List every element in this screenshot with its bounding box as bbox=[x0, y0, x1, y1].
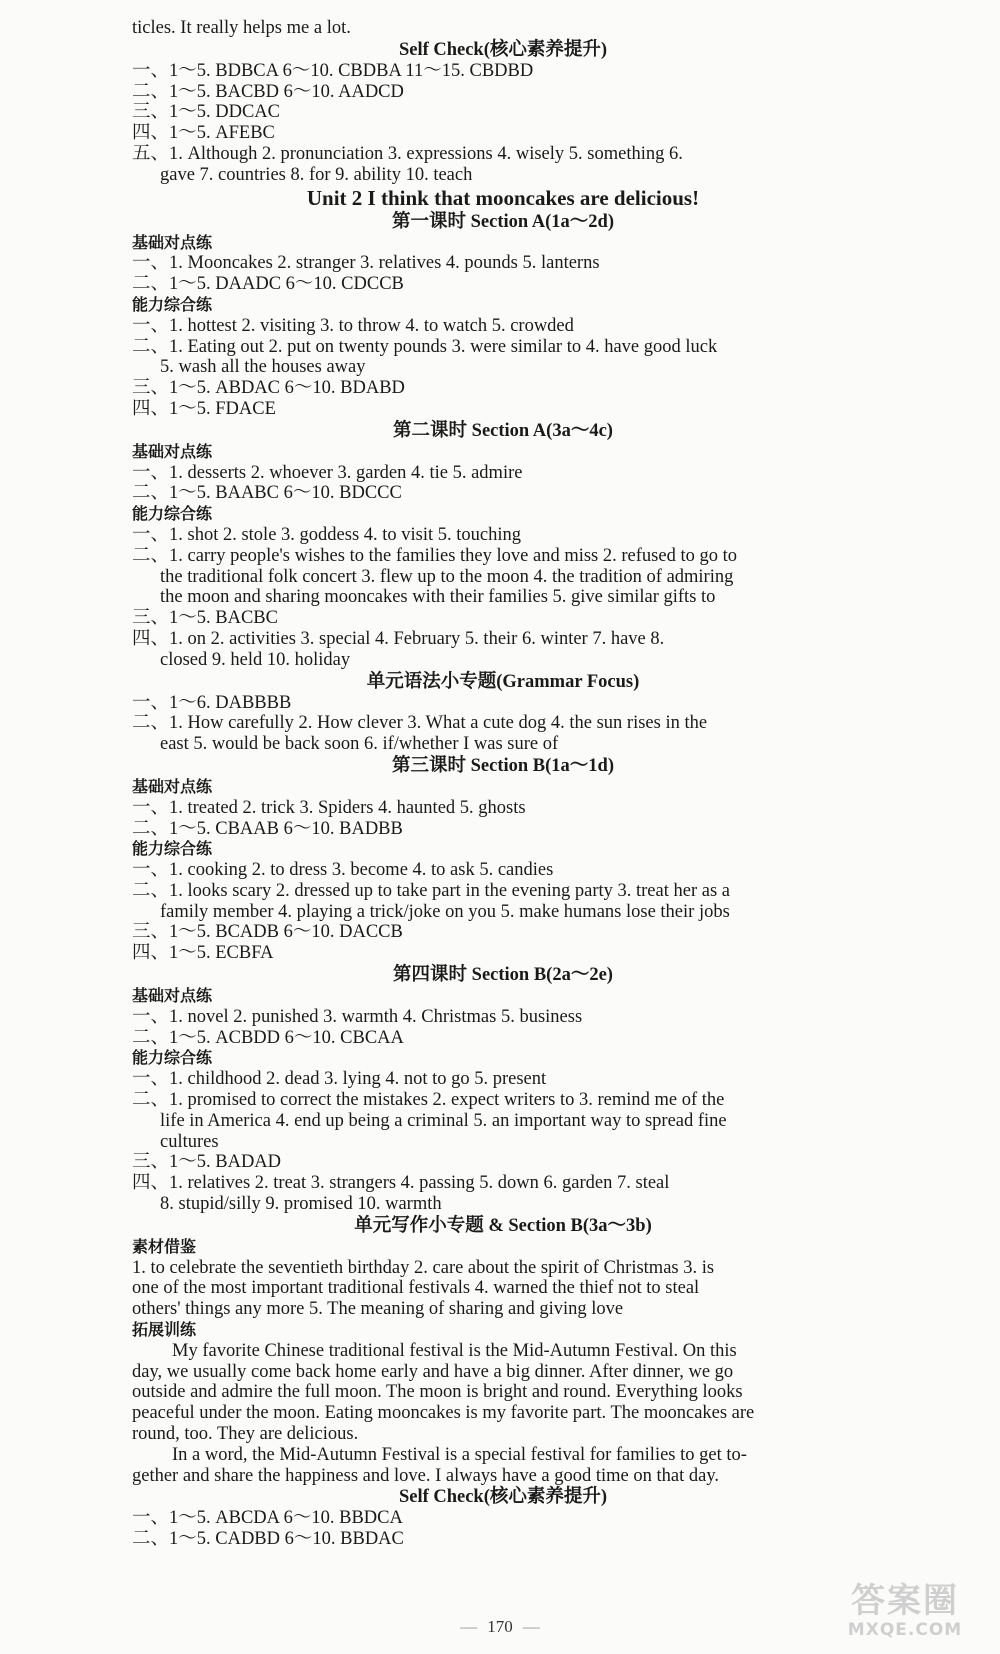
answer-line: 三、1～5. DDCAC bbox=[132, 102, 281, 123]
answer-line-continued: life in America 4. end up being a criminal 5. an important way to spread fine bbox=[160, 1110, 727, 1131]
essay-paragraph-start: My favorite Chinese traditional festival is the Mid-Autumn Festival. On this bbox=[172, 1340, 737, 1361]
subsection-label: 能力综合练 bbox=[132, 294, 213, 314]
answer-line: 四、1. relatives 2. treat 3. strangers 4. passing 5. down 6. garden 7. steal bbox=[132, 1173, 670, 1194]
answer-line: ticles. It really helps me a lot. bbox=[132, 18, 351, 38]
answer-line: 四、1. on 2. activities 3. special 4. February 5. their 6. winter 7. have 8. bbox=[132, 628, 665, 649]
watermark-top: 答案圈 bbox=[851, 1581, 959, 1621]
answer-line-continued: east 5. would be back soon 6. if/whether I was sure of bbox=[160, 734, 559, 755]
answer-line: one of the most important traditional festivals 4. warned the thief not to steal bbox=[132, 1278, 700, 1299]
subsection-label: 基础对点练 bbox=[132, 776, 213, 796]
section-heading: 第一课时 Section A(1a～2d) bbox=[391, 211, 614, 232]
subsection-label: 基础对点练 bbox=[132, 986, 213, 1006]
section-heading: 第二课时 Section A(3a～4c) bbox=[393, 420, 613, 441]
subsection-label: 拓展训练 bbox=[132, 1320, 197, 1340]
answer-line: 二、1～5. BAABC 6～10. BDCCC bbox=[132, 483, 402, 504]
subsection-label: 基础对点练 bbox=[132, 232, 213, 252]
essay-paragraph-start: In a word, the Mid-Autumn Festival is a special festival for families to get to- bbox=[172, 1444, 747, 1465]
answer-line: 一、1. cooking 2. to dress 3. become 4. to ask 5. candies bbox=[132, 860, 554, 881]
answer-line: 一、1～5. BDBCA 6～10. CBDBA 11～15. CBDBD bbox=[132, 60, 534, 81]
answer-line: 二、1. carry people's wishes to the families they love and miss 2. refused to go to bbox=[132, 545, 737, 566]
answer-line: 二、1～5. ACBDD 6～10. CBCAA bbox=[132, 1027, 404, 1048]
answer-line: 二、1～5. CADBD 6～10. BBDAC bbox=[132, 1529, 404, 1550]
answer-line: 二、1. promised to correct the mistakes 2. expect writers to 3. remind me of the bbox=[132, 1090, 725, 1111]
answer-line: 四、1～5. FDACE bbox=[132, 398, 276, 419]
answer-line: 二、1. looks scary 2. dressed up to take part in the evening party 3. treat her as a bbox=[132, 880, 730, 901]
answer-line-continued: 8. stupid/silly 9. promised 10. warmth bbox=[160, 1194, 442, 1215]
answer-line: 五、1. Although 2. pronunciation 3. expressions 4. wisely 5. something 6. bbox=[132, 143, 683, 164]
answer-line: 一、1. desserts 2. whoever 3. garden 4. tie 5. admire bbox=[132, 462, 523, 483]
answer-line: 一、1. Mooncakes 2. stranger 3. relatives 4. pounds 5. lanterns bbox=[132, 253, 600, 274]
answer-line: 四、1～5. ECBFA bbox=[132, 943, 274, 964]
answer-line: 一、1. hottest 2. visiting 3. to throw 4. to watch 5. crowded bbox=[132, 315, 574, 336]
answer-line-continued: the traditional folk concert 3. flew up to the moon 4. the tradition of admiring bbox=[160, 566, 734, 587]
answer-line: round, too. They are delicious. bbox=[132, 1424, 359, 1445]
section-heading: 单元写作小专题 & Section B(3a～3b) bbox=[354, 1215, 652, 1236]
subsection-label: 素材借鉴 bbox=[132, 1236, 197, 1256]
answer-line: 1. to celebrate the seventieth birthday 2. care about the spirit of Christmas 3. is bbox=[132, 1257, 715, 1278]
answer-line: 三、1～5. BCADB 6～10. DACCB bbox=[132, 922, 403, 943]
answer-line: outside and admire the full moon. The moon is bright and round. Everything looks bbox=[132, 1382, 743, 1403]
section-heading: 单元语法小专题(Grammar Focus) bbox=[366, 671, 640, 692]
answer-line-continued: 5. wash all the houses away bbox=[160, 357, 366, 378]
answer-line: 一、1. childhood 2. dead 3. lying 4. not to go 5. present bbox=[132, 1069, 547, 1090]
answer-line: 一、1. treated 2. trick 3. Spiders 4. haunted 5. ghosts bbox=[132, 797, 526, 818]
subsection-label: 基础对点练 bbox=[132, 441, 213, 461]
answer-line: 二、1. How carefully 2. How clever 3. What a cute dog 4. the sun rises in the bbox=[132, 713, 708, 734]
answer-line: others' things any more 5. The meaning of sharing and giving love bbox=[132, 1299, 624, 1320]
answer-line: 一、1～6. DABBBB bbox=[132, 692, 292, 713]
page-number: 170 bbox=[487, 1617, 513, 1636]
section-heading: Self Check(核心素养提升) bbox=[398, 39, 608, 60]
watermark-bottom: MXQE.COM bbox=[847, 1620, 963, 1640]
answer-line: 四、1～5. AFEBC bbox=[132, 123, 275, 144]
answer-line: 一、1～5. ABCDA 6～10. BBDCA bbox=[132, 1508, 403, 1529]
answer-line: 一、1. shot 2. stole 3. goddess 4. to visit 5. touching bbox=[132, 524, 522, 545]
answer-line: 二、1～5. CBAAB 6～10. BADBB bbox=[132, 818, 403, 839]
answer-line: 三、1～5. BACBC bbox=[132, 608, 278, 629]
answer-line: 一、1. novel 2. punished 3. warmth 4. Christmas 5. business bbox=[132, 1006, 583, 1027]
answer-line-continued: closed 9. held 10. holiday bbox=[160, 649, 351, 670]
answer-line-continued: gave 7. countries 8. for 9. ability 10. teach bbox=[160, 164, 473, 185]
subsection-label: 能力综合练 bbox=[132, 504, 213, 524]
answer-line: 二、1～5. DAADC 6～10. CDCCB bbox=[132, 274, 404, 295]
answer-line: gether and share the happiness and love. I always have a good time on that day. bbox=[132, 1465, 720, 1486]
section-heading: 第三课时 Section B(1a～1d) bbox=[391, 755, 614, 776]
section-heading: 第四课时 Section B(2a～2e) bbox=[393, 965, 613, 986]
answer-line-continued: the moon and sharing mooncakes with their families 5. give similar gifts to bbox=[160, 587, 716, 608]
answer-line: 三、1～5. ABDAC 6～10. BDABD bbox=[132, 378, 405, 399]
answer-line: 二、1～5. BACBD 6～10. AADCD bbox=[132, 81, 404, 102]
page-footer: — 170 — bbox=[460, 1617, 540, 1636]
subsection-label: 能力综合练 bbox=[132, 1048, 213, 1068]
answer-line: day, we usually come back home early and have a big dinner. After dinner, we go bbox=[132, 1361, 734, 1382]
subsection-label: 能力综合练 bbox=[132, 839, 213, 859]
answer-line-continued: cultures bbox=[160, 1131, 219, 1152]
watermark-logo bbox=[824, 1582, 986, 1652]
section-heading: Self Check(核心素养提升) bbox=[398, 1487, 608, 1508]
answer-line: 三、1～5. BADAD bbox=[132, 1152, 282, 1173]
unit-title: Unit 2 I think that mooncakes are delicious! bbox=[306, 185, 700, 210]
answer-line: peaceful under the moon. Eating mooncakes is my favorite part. The mooncakes are bbox=[132, 1403, 755, 1424]
answer-line-continued: family member 4. playing a trick/joke on you 5. make humans lose their jobs bbox=[160, 901, 730, 922]
answer-page bbox=[132, 18, 874, 1550]
answer-line: 二、1. Eating out 2. put on twenty pounds 3. were similar to 4. have good luck bbox=[132, 336, 718, 357]
